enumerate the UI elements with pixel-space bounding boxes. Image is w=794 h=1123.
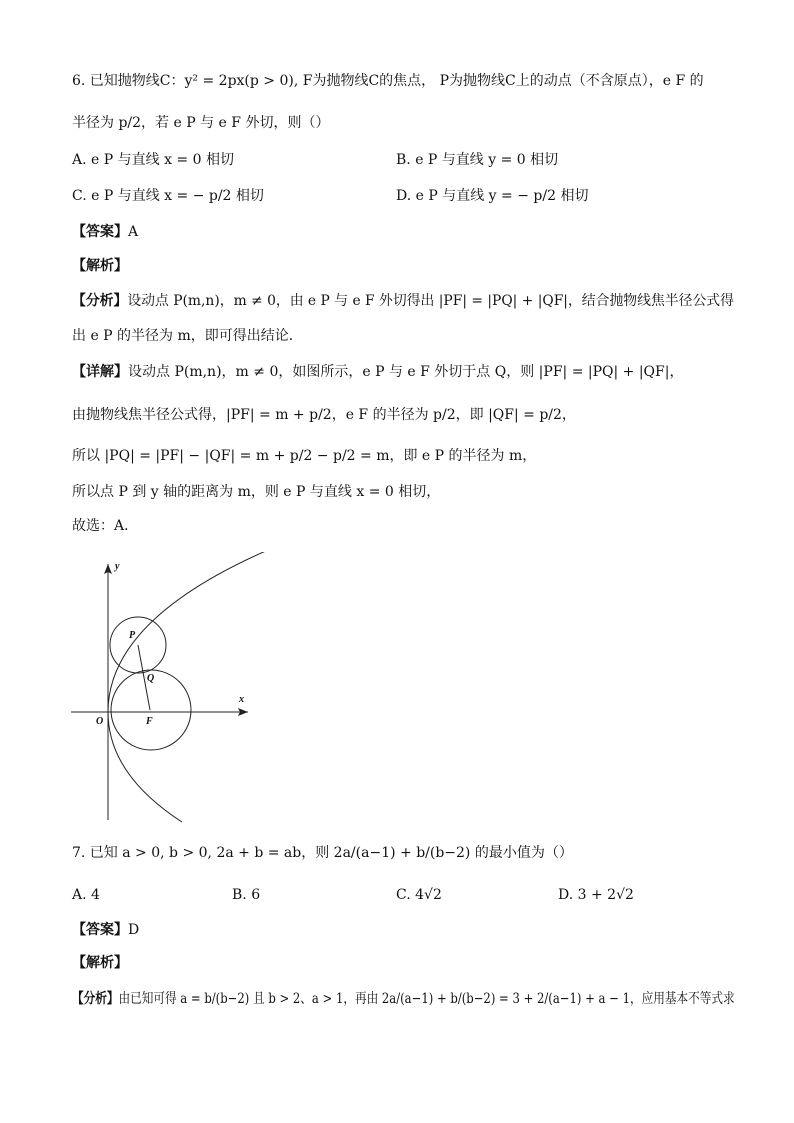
q6-detail-text1: 设动点 P(m,n)，m ≠ 0，如图所示，e P 与 e F 外切于点 Q，则 |PF| = |PQ| + |QF|， <box>128 364 684 380</box>
q6-analysis-tag: 【解析】 <box>72 258 128 274</box>
q6-fenxi-line2: 出 e P 的半径为 m，即可得出结论． <box>72 328 303 344</box>
label-f: F <box>146 716 153 727</box>
q6-detail-line5: 故选：A． <box>72 518 139 534</box>
q7-stem: 7. 已知 a > 0, b > 0, 2a + b = ab，则 2a/(a−1) + b/(b−2) 的最小值为（） <box>72 845 573 861</box>
parabola-circles-figure <box>66 552 276 824</box>
q6-fenxi-tag: 【分析】 <box>72 293 128 309</box>
q7-option-c: C. 4√2 <box>396 887 442 903</box>
q7-analysis-tag: 【解析】 <box>72 955 128 971</box>
q7-option-a: A. 4 <box>72 887 100 903</box>
q7-fenxi-text1: 由已知可得 a = b/(b−2) 且 b > 2、a > 1，再由 2a/(a−1) + b/(b−2) = 3 + 2/(a−1) + a − 1，应用基本不等式求 <box>118 991 735 1007</box>
q6-detail-line4: 所以点 P 到 y 轴的距离为 m，则 e P 与直线 x = 0 相切， <box>72 484 441 500</box>
label-x: x <box>239 694 244 705</box>
q6-option-b: B. e P 与直线 y = 0 相切 <box>396 152 559 168</box>
q6-analysis-heading <box>72 256 128 276</box>
label-q: Q <box>147 673 155 684</box>
q7-answer-tag: 【答案】 <box>72 922 128 938</box>
q6-option-a: A. e P 与直线 x = 0 相切 <box>72 152 234 168</box>
q6-detail-line3: 所以 |PQ| = |PF| − |QF| = m + p/2 − p/2 = m，即 e P 的半径为 m， <box>72 448 537 464</box>
label-o: O <box>96 716 104 727</box>
q6-detail-line1 <box>72 362 683 382</box>
q7-answer: D <box>128 922 140 938</box>
label-y: y <box>115 561 120 572</box>
q7-option-d: D. 3 + 2√2 <box>558 887 634 903</box>
q7-fenxi-line1 <box>72 989 735 1009</box>
q7-option-b: B. 6 <box>232 887 261 903</box>
q6-answer: A <box>128 224 139 240</box>
q6-answer-line <box>72 222 138 242</box>
q6-stem-line1: 6. 已知抛物线C：y² = 2px(p > 0), F为抛物线C的焦点， P为抛物线C上的动点（不含原点），e F 的 <box>72 73 704 89</box>
q7-answer-line <box>72 920 139 940</box>
label-p: P <box>129 630 136 641</box>
q6-detail-line2: 由抛物线焦半径公式得，|PF| = m + p/2，e F 的半径为 p/2，即 |QF| = p/2， <box>72 407 576 423</box>
q6-fenxi-text1: 设动点 P(m,n)，m ≠ 0，由 e P 与 e F 外切得出 |PF| = |PQ| + |QF|，结合抛物线焦半径公式得 <box>127 293 734 309</box>
q7-fenxi-tag: 【分析】 <box>72 991 119 1007</box>
parabola-lower-branch <box>108 712 182 822</box>
q6-answer-tag: 【答案】 <box>72 224 128 240</box>
q6-stem-line2: 半径为 p/2，若 e P 与 e F 外切，则（） <box>72 115 330 131</box>
q6-fenxi-line1 <box>72 291 734 311</box>
q6-option-c: C. e P 与直线 x = − p/2 相切 <box>72 188 264 204</box>
q6-xiangjie-tag: 【详解】 <box>72 364 128 380</box>
q6-option-d: D. e P 与直线 y = − p/2 相切 <box>396 188 589 204</box>
q7-analysis-heading <box>72 953 128 973</box>
